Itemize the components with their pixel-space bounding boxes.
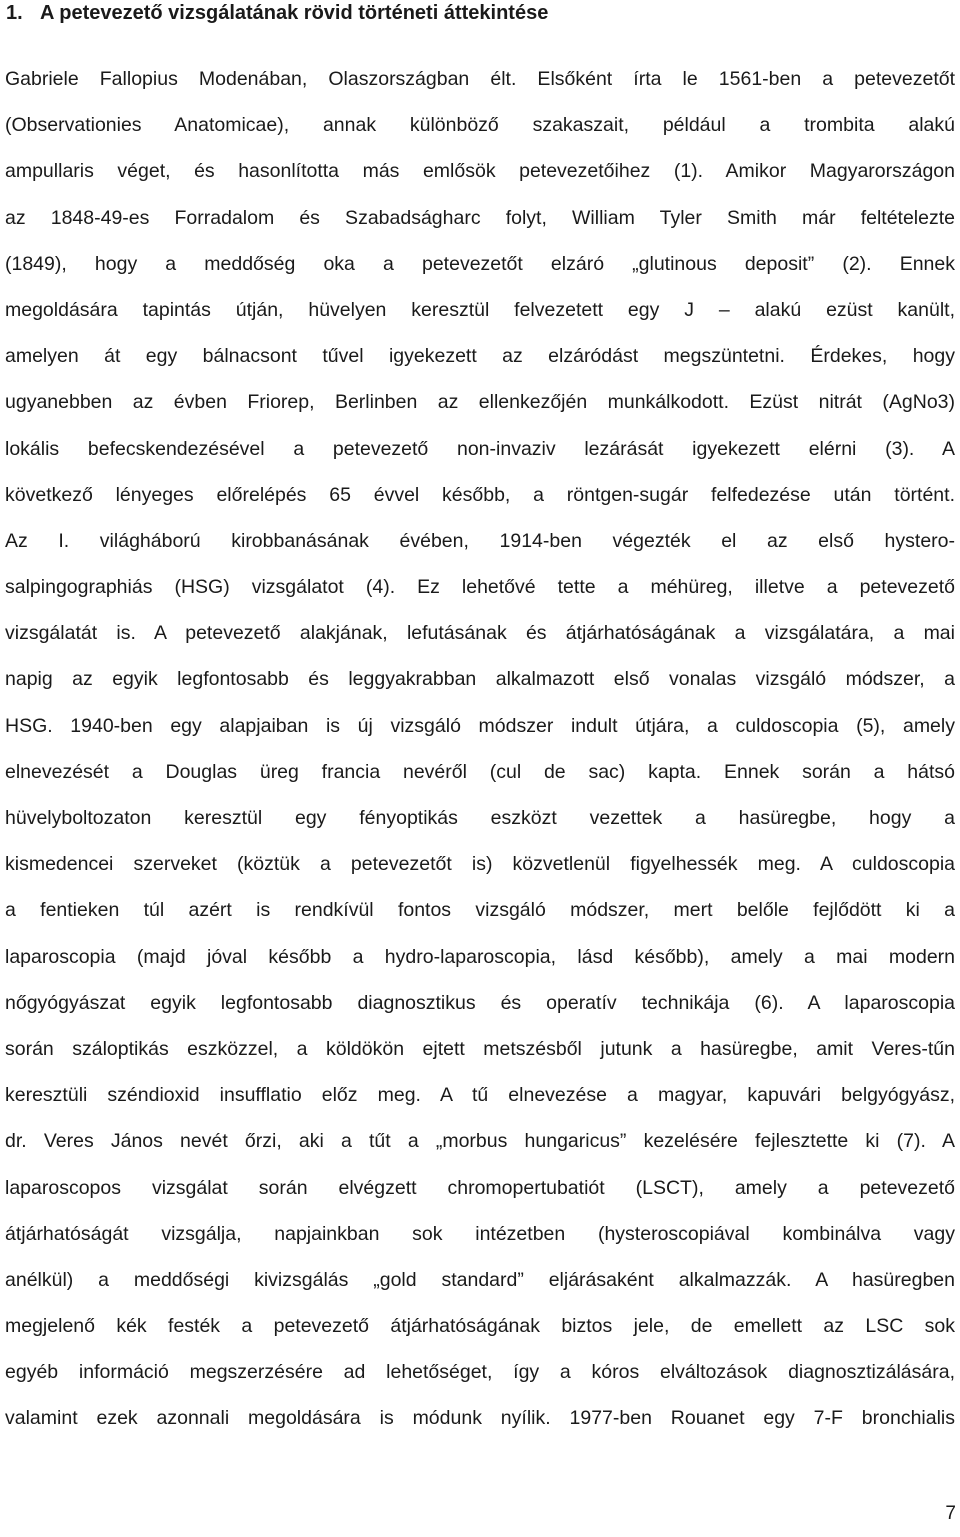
paragraph-line: Az I. világháború kirobbanásának évében, 1914-ben végezték el az első hystero-	[5, 529, 955, 552]
paragraph-line: következő lényeges előrelépés 65 évvel később, a röntgen-sugár felfedezése után történt.	[5, 483, 955, 506]
paragraph-line: a fentieken túl azért is rendkívül fontos vizsgáló módszer, mert belőle fejlődött ki a	[5, 899, 955, 922]
section-title: A petevezető vizsgálatának rövid történeti áttekintése	[40, 2, 549, 24]
section-number: 1.	[6, 2, 23, 24]
paragraph-line: napig az egyik legfontosabb és leggyakrabban alkalmazott első vonalas vizsgáló módszer, a	[5, 668, 955, 691]
paragraph-line: laparoscopos vizsgálat során elvégzett chromopertubatiót (LSCT), amely a petevezető	[5, 1176, 955, 1199]
paragraph-line: egyéb információ megszerzésére ad lehetőséget, így a kóros elváltozások diagnosztizálására,	[5, 1361, 955, 1384]
page-number: 7	[945, 1503, 956, 1524]
body-paragraph	[5, 56, 955, 1442]
paragraph-line: ugyanebben az évben Friorep, Berlinben az ellenkezőjén munkálkodott. Ezüst nitrát (AgNo3)	[5, 391, 955, 414]
paragraph-line: elnevezését a Douglas üreg francia nevéről (cul de sac) kapta. Ennek során a hátsó	[5, 760, 955, 783]
paragraph-line: nőgyógyászat egyik legfontosabb diagnosztikus és operatív technikája (6). A laparoscopia	[5, 991, 955, 1014]
paragraph-line: valamint ezek azonnali megoldására is módunk nyílik. 1977-ben Rouanet egy 7-F bronchialis	[5, 1407, 955, 1430]
paragraph-line: salpingographiás (HSG) vizsgálatot (4). Ez lehetővé tette a méhüreg, illetve a petevezető	[5, 576, 955, 599]
paragraph-line: (1849), hogy a meddőség oka a petevezetőt elzáró „glutinous deposit” (2). Ennek	[5, 252, 955, 275]
paragraph-line: megoldására tapintás útján, hüvelyen keresztül felvezetett egy J – alakú ezüst kanült,	[5, 298, 955, 321]
paragraph-line: HSG. 1940-ben egy alapjaiban is új vizsgáló módszer indult útjára, a culdoscopia (5), amely	[5, 714, 955, 737]
paragraph-line: keresztüli széndioxid insufflatio előz meg. A tű elnevezése a magyar, kapuvári belgyógyász,	[5, 1084, 955, 1107]
paragraph-line: lokális befecskendezésével a petevezető non-invaziv lezárását igyekezett elérni (3). A	[5, 437, 955, 460]
paragraph-line: laparoscopia (majd jóval később a hydro-laparoscopia, lásd később), amely a mai modern	[5, 945, 955, 968]
paragraph-line: ampullaris véget, és hasonlította más emlősök petevezetőihez (1). Amikor Magyarországon	[5, 160, 955, 183]
paragraph-line: amelyen át egy bálnacsont tűvel igyekezett az elzáródást megszüntetni. Érdekes, hogy	[5, 345, 955, 368]
paragraph-line: anélkül) a meddőségi kivizsgálás „gold standard” eljárásaként alkalmazzák. A hasüregben	[5, 1268, 955, 1291]
section-heading	[6, 0, 548, 26]
paragraph-line: Gabriele Fallopius Modenában, Olaszországban élt. Elsőként írta le 1561-ben a petevezetőt	[5, 68, 955, 90]
paragraph-line: dr. Veres János nevét őrzi, aki a tűt a „morbus hungaricus” kezelésére fejlesztette ki (7). A	[5, 1130, 955, 1153]
paragraph-line: során száloptikás eszközzel, a köldökön ejtett metszésből jutunk a hasüregbe, amit Veres-tűn	[5, 1037, 955, 1060]
paragraph-line: (Observationies Anatomicae), annak különböző szakaszait, például a trombita alakú	[5, 114, 955, 137]
paragraph-line: vizsgálatát is. A petevezető alakjának, lefutásának és átjárhatóságának a vizsgálatára, a mai	[5, 622, 955, 645]
paragraph-line: átjárhatóságát vizsgálja, napjainkban sok intézetben (hysteroscopiával kombinálva vagy	[5, 1222, 955, 1245]
paragraph-line: az 1848-49-es Forradalom és Szabadságharc folyt, William Tyler Smith már feltételezte	[5, 206, 955, 229]
paragraph-line: kismedencei szerveket (köztük a petevezetőt is) közvetlenül figyelhessék meg. A culdoscopia	[5, 853, 955, 876]
paragraph-line: megjelenő kék festék a petevezető átjárhatóságának biztos jele, de emellett az LSC sok	[5, 1315, 955, 1338]
paragraph-line: hüvelyboltozaton keresztül egy fényoptikás eszközt vezettek a hasüregbe, hogy a	[5, 807, 955, 829]
